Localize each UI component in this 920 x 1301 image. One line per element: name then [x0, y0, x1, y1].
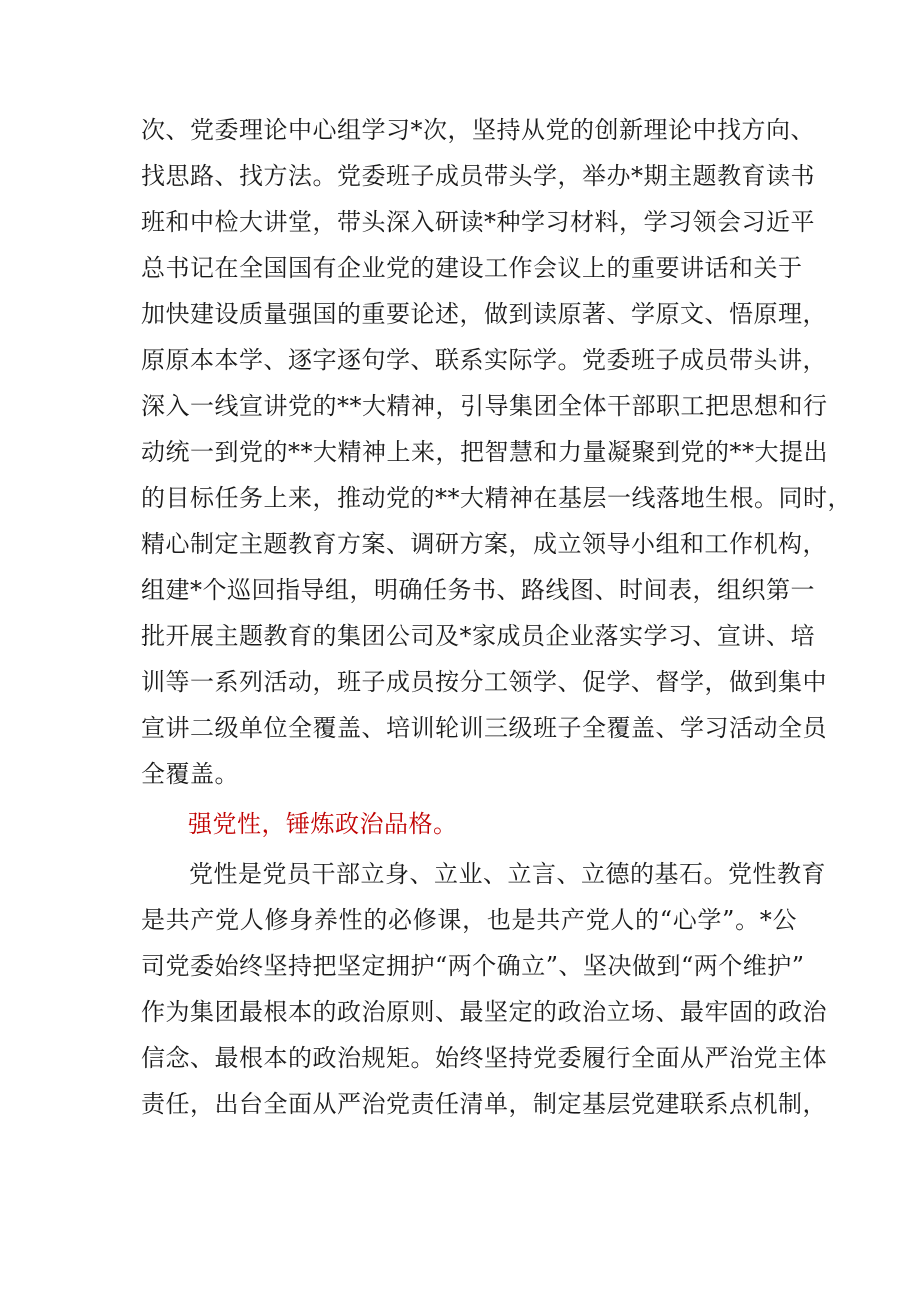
paragraph2-line: 党性是党员干部立身、立业、立言、立德的基石。党性教育: [189, 860, 826, 888]
paragraph1-line: 原原本本学、逐字逐句学、联系实际学。党委班子成员带头讲，: [141, 346, 827, 374]
paragraph2-line: 作为集团最根本的政治原则、最坚定的政治立场、最牢固的政治: [141, 998, 827, 1026]
paragraph1-line: 的目标任务上来，推动党的**大精神在基层一线落地生根。同时，: [141, 484, 852, 512]
section-heading: 强党性，锤炼政治品格。: [188, 810, 458, 838]
paragraph1-line: 找思路、找方法。党委班子成员带头学，举办*期主题教育读书: [141, 162, 815, 190]
paragraph1-line: 组建*个巡回指导组，明确任务书、路线图、时间表，组织第一: [141, 576, 815, 604]
paragraph1-line: 训等一系列活动，班子成员按分工领学、促学、督学，做到集中: [141, 668, 827, 696]
paragraph2-line: 责任，出台全面从严治党责任清单，制定基层党建联系点机制，: [141, 1090, 827, 1118]
paragraph1-line: 宣讲二级单位全覆盖、培训轮训三级班子全覆盖、学习活动全员: [141, 714, 827, 742]
paragraph1-line: 动统一到党的**大精神上来，把智慧和力量凝聚到党的**大提出: [141, 438, 828, 466]
paragraph1-line: 精心制定主题教育方案、调研方案，成立领导小组和工作机构，: [141, 530, 827, 558]
paragraph1-line: 批开展主题教育的集团公司及*家成员企业落实学习、宣讲、培: [141, 622, 815, 650]
paragraph1-line: 班和中检大讲堂，带头深入研读*种学习材料，学习领会习近平: [141, 208, 815, 236]
paragraph1-line: 总书记在全国国有企业党的建设工作会议上的重要讲话和关于: [141, 254, 803, 282]
paragraph2-line: 是共产党人修身养性的必修课，也是共产党人的“心学”。*公: [141, 906, 797, 934]
paragraph1-line: 深入一线宣讲党的**大精神，引导集团全体干部职工把思想和行: [141, 392, 828, 420]
paragraph2-line: 司党委始终坚持把坚定拥护“两个确立”、坚决做到“两个维护”: [141, 952, 805, 980]
paragraph1-line: 加快建设质量强国的重要论述，做到读原著、学原文、悟原理，: [141, 300, 827, 328]
paragraph2-line: 信念、最根本的政治规矩。始终坚持党委履行全面从严治党主体: [141, 1044, 827, 1072]
paragraph1-line: 全覆盖。: [141, 760, 239, 788]
paragraph1-line: 次、党委理论中心组学习*次，坚持从党的创新理论中找方向、: [141, 116, 815, 144]
